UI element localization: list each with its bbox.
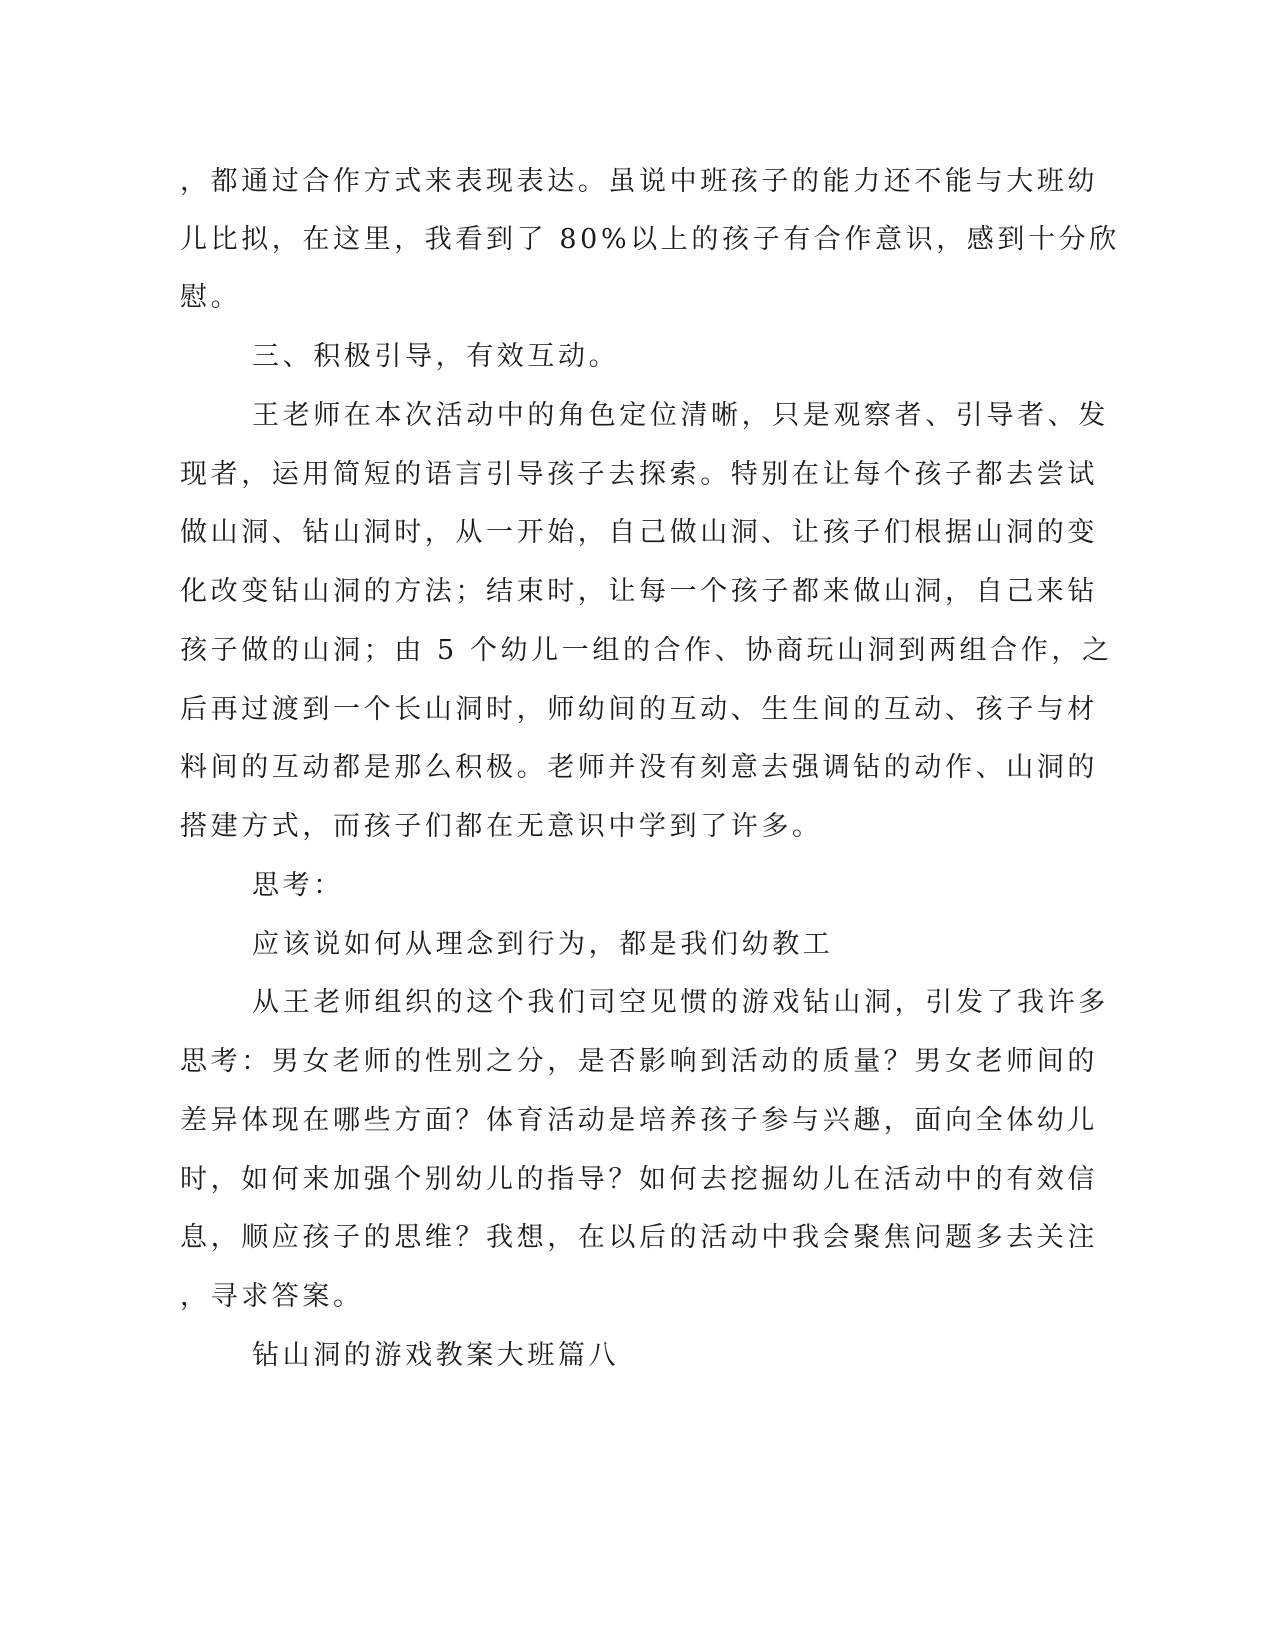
text-line: 应该说如何从理念到行为，都是我们幼教工 [252, 929, 834, 960]
text-line: 息，顺应孩子的思维？我想，在以后的活动中我会聚焦问题多去关注 [180, 1222, 1098, 1253]
text-line: 搭建方式，而孩子们都在无意识中学到了许多。 [180, 811, 823, 842]
section-heading: 钻山洞的游戏教案大班篇八 [252, 1340, 620, 1371]
text-line: 从王老师组织的这个我们司空见惯的游戏钻山洞，引发了我许多 [252, 987, 1109, 1018]
text-line: 思考：男女老师的性别之分，是否影响到活动的质量？男女老师间的 [180, 1046, 1098, 1077]
text-line: 做山洞、钻山洞时，从一开始，自己做山洞、让孩子们根据山洞的变 [180, 517, 1098, 548]
text-line: 儿比拟，在这里，我看到了 80%以上的孩子有合作意识，感到十分欣 [180, 224, 1120, 255]
text-line: 时，如何来加强个别幼儿的指导？如何去挖掘幼儿在活动中的有效信 [180, 1164, 1098, 1195]
text-line: 化改变钻山洞的方法；结束时，让每一个孩子都来做山洞，自己来钻 [180, 576, 1098, 607]
section-heading: 思考： [252, 870, 344, 901]
text-line: 料间的互动都是那么积极。老师并没有刻意去强调钻的动作、山洞的 [180, 752, 1098, 783]
text-line: 现者，运用简短的语言引导孩子去探索。特别在让每个孩子都去尝试 [180, 459, 1098, 490]
text-line: ，寻求答案。 [180, 1281, 364, 1312]
section-heading: 三、积极引导，有效互动。 [252, 341, 620, 372]
text-line: 差异体现在哪些方面？体育活动是培养孩子参与兴趣，面向全体幼儿 [180, 1105, 1098, 1136]
text-line: 后再过渡到一个长山洞时，师幼间的互动、生生间的互动、孩子与材 [180, 694, 1098, 725]
text-line: ，都通过合作方式来表现表达。虽说中班孩子的能力还不能与大班幼 [180, 166, 1098, 197]
text-line: 王老师在本次活动中的角色定位清晰，只是观察者、引导者、发 [252, 400, 1109, 431]
text-line: 慰。 [180, 282, 242, 313]
text-line: 孩子做的山洞；由 5 个幼儿一组的合作、协商玩山洞到两组合作，之 [180, 635, 1113, 666]
